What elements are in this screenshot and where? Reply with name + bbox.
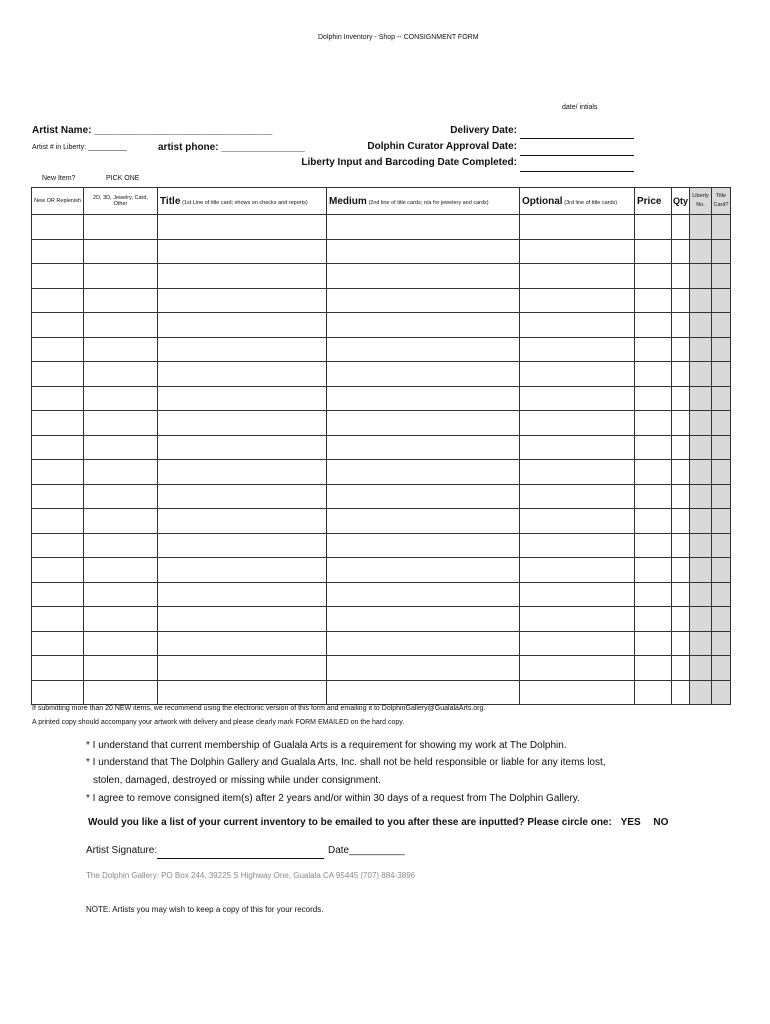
date-initials-label: date/ intials bbox=[562, 104, 598, 111]
table-cell[interactable] bbox=[690, 362, 712, 387]
table-cell[interactable] bbox=[158, 680, 327, 705]
table-cell[interactable] bbox=[690, 631, 712, 656]
table-cell[interactable] bbox=[32, 680, 84, 705]
table-cell[interactable] bbox=[84, 239, 158, 264]
table-cell[interactable] bbox=[690, 313, 712, 338]
table-cell[interactable] bbox=[84, 533, 158, 558]
table-row bbox=[32, 582, 731, 607]
table-cell[interactable] bbox=[672, 435, 690, 460]
table-cell[interactable] bbox=[520, 313, 635, 338]
inventory-table bbox=[31, 187, 731, 705]
yes-option[interactable]: YES bbox=[620, 817, 641, 828]
table-cell[interactable] bbox=[32, 411, 84, 436]
table-cell[interactable] bbox=[520, 435, 635, 460]
table-cell[interactable] bbox=[158, 411, 327, 436]
table-cell[interactable] bbox=[520, 656, 635, 681]
table-cell[interactable] bbox=[32, 337, 84, 362]
table-cell[interactable] bbox=[712, 509, 731, 534]
table-cell[interactable] bbox=[635, 215, 672, 240]
table-cell[interactable] bbox=[84, 264, 158, 289]
table-cell[interactable] bbox=[635, 631, 672, 656]
table-cell[interactable] bbox=[84, 435, 158, 460]
table-cell[interactable] bbox=[635, 656, 672, 681]
table-cell[interactable] bbox=[158, 264, 327, 289]
col-title-card-label: Title bbox=[715, 193, 727, 199]
table-cell[interactable] bbox=[158, 239, 327, 264]
table-cell[interactable] bbox=[635, 362, 672, 387]
table-cell[interactable] bbox=[672, 386, 690, 411]
table-row bbox=[32, 533, 731, 558]
table-cell[interactable] bbox=[158, 313, 327, 338]
table-cell[interactable] bbox=[327, 264, 520, 289]
table-cell[interactable] bbox=[672, 509, 690, 534]
table-cell[interactable] bbox=[327, 215, 520, 240]
liberty-input-date-field[interactable] bbox=[520, 171, 634, 172]
col-optional-label: Optional bbox=[522, 195, 563, 207]
table-row bbox=[32, 288, 731, 313]
table-cell[interactable] bbox=[327, 582, 520, 607]
table-cell[interactable] bbox=[84, 558, 158, 583]
table-cell[interactable] bbox=[635, 411, 672, 436]
gallery-address: The Dolphin Gallery: PO Box 244, 39225 S Highway One, Gualala CA 95445 (707) 884-3896 bbox=[86, 871, 416, 880]
table-cell[interactable] bbox=[327, 362, 520, 387]
table-cell[interactable] bbox=[672, 582, 690, 607]
table-cell[interactable] bbox=[672, 680, 690, 705]
table-cell[interactable] bbox=[690, 215, 712, 240]
table-cell[interactable] bbox=[158, 533, 327, 558]
table-cell[interactable] bbox=[520, 264, 635, 289]
col-title bbox=[158, 188, 327, 215]
table-cell[interactable] bbox=[158, 460, 327, 485]
table-cell[interactable] bbox=[690, 386, 712, 411]
table-cell[interactable] bbox=[32, 215, 84, 240]
table-cell[interactable] bbox=[32, 362, 84, 387]
table-row bbox=[32, 337, 731, 362]
table-cell[interactable] bbox=[520, 484, 635, 509]
table-cell[interactable] bbox=[520, 607, 635, 632]
table-cell[interactable] bbox=[635, 558, 672, 583]
agreement-liability: * I understand that The Dolphin Gallery and Gualala Arts, Inc. shall not be held responsible or liable for any items lost, bbox=[86, 757, 606, 768]
table-cell[interactable] bbox=[158, 435, 327, 460]
table-cell[interactable] bbox=[690, 680, 712, 705]
table-cell[interactable] bbox=[672, 362, 690, 387]
col-qty bbox=[672, 188, 690, 215]
question-text: Would you like a list of your current inventory to be emailed to you after these are inputted? Please circle one: bbox=[88, 817, 612, 828]
table-cell[interactable] bbox=[520, 337, 635, 362]
table-row bbox=[32, 607, 731, 632]
table-cell[interactable] bbox=[327, 631, 520, 656]
table-cell[interactable] bbox=[84, 582, 158, 607]
table-cell[interactable] bbox=[672, 484, 690, 509]
table-cell[interactable] bbox=[520, 411, 635, 436]
curator-approval-date-field[interactable] bbox=[520, 155, 634, 156]
table-cell[interactable] bbox=[690, 288, 712, 313]
table-cell[interactable] bbox=[32, 264, 84, 289]
table-cell[interactable] bbox=[158, 582, 327, 607]
table-cell[interactable] bbox=[690, 533, 712, 558]
col-price-label: Price bbox=[637, 195, 662, 207]
table-cell[interactable] bbox=[158, 656, 327, 681]
table-cell[interactable] bbox=[672, 264, 690, 289]
col-liberty-no-label: No. bbox=[696, 202, 705, 208]
table-cell[interactable] bbox=[712, 386, 731, 411]
table-cell[interactable] bbox=[32, 631, 84, 656]
table-cell[interactable] bbox=[84, 656, 158, 681]
table-cell[interactable] bbox=[84, 386, 158, 411]
table-cell[interactable] bbox=[672, 215, 690, 240]
table-cell[interactable] bbox=[520, 631, 635, 656]
table-row bbox=[32, 362, 731, 387]
col-title-note: (1st Line of title card; shows on checks and reports) bbox=[182, 199, 308, 206]
table-cell[interactable] bbox=[32, 313, 84, 338]
table-cell[interactable] bbox=[712, 215, 731, 240]
table-cell[interactable] bbox=[327, 411, 520, 436]
table-cell[interactable] bbox=[712, 362, 731, 387]
table-row bbox=[32, 509, 731, 534]
table-cell[interactable] bbox=[690, 411, 712, 436]
col-category-label: 2D, 3D, Jewelry, Card, Other bbox=[93, 195, 148, 207]
new-item-label: New Item? bbox=[42, 175, 76, 182]
table-cell[interactable] bbox=[84, 607, 158, 632]
table-cell[interactable] bbox=[712, 484, 731, 509]
table-cell[interactable] bbox=[84, 411, 158, 436]
table-cell[interactable] bbox=[158, 631, 327, 656]
col-liberty-label: Liberty bbox=[692, 193, 709, 199]
table-cell[interactable] bbox=[84, 362, 158, 387]
table-cell[interactable] bbox=[635, 484, 672, 509]
pick-one-label: PICK ONE bbox=[106, 175, 140, 182]
table-cell[interactable] bbox=[672, 607, 690, 632]
table-cell[interactable] bbox=[158, 386, 327, 411]
delivery-date-label: Delivery Date: bbox=[450, 125, 517, 136]
col-optional-note: (3rd line of title cards) bbox=[564, 199, 618, 206]
agreement-liability-continued: stolen, damaged, destroyed or missing while under consignment. bbox=[93, 775, 381, 786]
col-optional bbox=[520, 188, 635, 215]
table-cell[interactable] bbox=[158, 558, 327, 583]
table-cell[interactable] bbox=[690, 460, 712, 485]
table-cell[interactable] bbox=[158, 215, 327, 240]
agreement-removal: * I agree to remove consigned item(s) after 2 years and/or within 30 days of a request from The Dolphin Gallery. bbox=[86, 793, 580, 804]
col-new-or-replenish bbox=[32, 188, 84, 215]
table-cell[interactable] bbox=[712, 435, 731, 460]
table-cell[interactable] bbox=[84, 484, 158, 509]
table-cell[interactable] bbox=[32, 386, 84, 411]
table-cell[interactable] bbox=[327, 313, 520, 338]
table-cell[interactable] bbox=[327, 680, 520, 705]
table-cell[interactable] bbox=[32, 533, 84, 558]
table-cell[interactable] bbox=[32, 435, 84, 460]
table-cell[interactable] bbox=[84, 215, 158, 240]
table-cell[interactable] bbox=[327, 239, 520, 264]
table-cell[interactable] bbox=[712, 288, 731, 313]
note-printed-copy-line: A printed copy should accompany your artwork with delivery and please clearly mark FORM EMAILED on the hard copy. bbox=[32, 719, 405, 726]
table-cell[interactable] bbox=[712, 411, 731, 436]
table-row bbox=[32, 484, 731, 509]
table-cell[interactable] bbox=[690, 558, 712, 583]
table-cell[interactable] bbox=[635, 264, 672, 289]
table-cell[interactable] bbox=[635, 288, 672, 313]
table-cell[interactable] bbox=[690, 607, 712, 632]
table-cell[interactable] bbox=[158, 362, 327, 387]
artist-name-label: Artist Name: ________________________________ bbox=[32, 125, 273, 136]
col-category bbox=[84, 188, 158, 215]
col-qty-label: Qty bbox=[673, 196, 689, 206]
table-cell[interactable] bbox=[327, 533, 520, 558]
table-cell[interactable] bbox=[32, 484, 84, 509]
table-cell[interactable] bbox=[84, 631, 158, 656]
table-cell[interactable] bbox=[712, 533, 731, 558]
table-cell[interactable] bbox=[635, 435, 672, 460]
table-cell[interactable] bbox=[712, 337, 731, 362]
table-cell[interactable] bbox=[32, 656, 84, 681]
table-cell[interactable] bbox=[32, 607, 84, 632]
table-cell[interactable] bbox=[520, 558, 635, 583]
table-cell[interactable] bbox=[672, 631, 690, 656]
artist-liberty-number-label: Artist # in Liberty: __________ bbox=[32, 144, 127, 151]
table-cell[interactable] bbox=[32, 582, 84, 607]
artist-signature-field[interactable] bbox=[157, 858, 324, 859]
table-row bbox=[32, 411, 731, 436]
table-cell[interactable] bbox=[327, 435, 520, 460]
table-cell[interactable] bbox=[520, 680, 635, 705]
col-medium-label: Medium bbox=[329, 195, 367, 207]
table-cell[interactable] bbox=[158, 484, 327, 509]
table-cell[interactable] bbox=[672, 460, 690, 485]
table-row bbox=[32, 215, 731, 240]
col-price bbox=[635, 188, 672, 215]
table-cell[interactable] bbox=[712, 680, 731, 705]
table-cell[interactable] bbox=[84, 313, 158, 338]
table-cell[interactable] bbox=[672, 533, 690, 558]
table-cell[interactable] bbox=[327, 558, 520, 583]
table-cell[interactable] bbox=[84, 680, 158, 705]
col-title-card bbox=[712, 188, 731, 215]
table-cell[interactable] bbox=[327, 484, 520, 509]
col-title-label: Title bbox=[160, 195, 181, 207]
table-cell[interactable] bbox=[690, 264, 712, 289]
table-row bbox=[32, 239, 731, 264]
table-cell[interactable] bbox=[520, 582, 635, 607]
table-cell[interactable] bbox=[158, 337, 327, 362]
table-cell[interactable] bbox=[635, 680, 672, 705]
table-cell[interactable] bbox=[327, 337, 520, 362]
table-row bbox=[32, 680, 731, 705]
table-cell[interactable] bbox=[635, 460, 672, 485]
table-cell[interactable] bbox=[520, 460, 635, 485]
table-cell[interactable] bbox=[672, 288, 690, 313]
table-row bbox=[32, 264, 731, 289]
col-medium-note: (2nd line of title cards; n/a for jewelery and cards) bbox=[368, 199, 489, 206]
table-cell[interactable] bbox=[712, 607, 731, 632]
table-cell[interactable] bbox=[635, 386, 672, 411]
liberty-input-date-label: Liberty Input and Barcoding Date Completed: bbox=[301, 157, 517, 168]
table-header-row bbox=[32, 188, 731, 215]
table-cell[interactable] bbox=[690, 656, 712, 681]
table-row bbox=[32, 313, 731, 338]
col-new-or-replenish-label: New OR Replenish bbox=[34, 198, 81, 204]
agreement-membership: * I understand that current membership of Gualala Arts is a requirement for showing my work at The Dolphin. bbox=[86, 740, 567, 751]
table-cell[interactable] bbox=[712, 460, 731, 485]
table-cell[interactable] bbox=[712, 239, 731, 264]
table-cell[interactable] bbox=[520, 509, 635, 534]
table-cell[interactable] bbox=[690, 435, 712, 460]
table-cell[interactable] bbox=[635, 533, 672, 558]
table-row bbox=[32, 460, 731, 485]
table-cell[interactable] bbox=[672, 656, 690, 681]
table-cell[interactable] bbox=[520, 215, 635, 240]
table-cell[interactable] bbox=[712, 582, 731, 607]
artist-signature-label: Artist Signature: bbox=[86, 845, 158, 856]
records-note: NOTE: Artists you may wish to keep a copy of this for your records. bbox=[86, 905, 324, 914]
col-liberty-no bbox=[690, 188, 712, 215]
table-cell[interactable] bbox=[672, 313, 690, 338]
table-cell[interactable] bbox=[327, 509, 520, 534]
table-cell[interactable] bbox=[635, 582, 672, 607]
table-cell[interactable] bbox=[712, 656, 731, 681]
table-cell[interactable] bbox=[635, 313, 672, 338]
no-option[interactable]: NO bbox=[653, 817, 669, 828]
signature-date-label[interactable]: Date__________ bbox=[328, 845, 405, 856]
table-row bbox=[32, 435, 731, 460]
table-cell[interactable] bbox=[690, 484, 712, 509]
col-title-card-question: Card? bbox=[713, 202, 729, 208]
table-cell[interactable] bbox=[32, 460, 84, 485]
table-cell[interactable] bbox=[84, 288, 158, 313]
table-cell[interactable] bbox=[327, 656, 520, 681]
table-cell[interactable] bbox=[712, 313, 731, 338]
table-cell[interactable] bbox=[672, 558, 690, 583]
table-cell[interactable] bbox=[712, 558, 731, 583]
table-cell[interactable] bbox=[158, 288, 327, 313]
form-title: Dolphin Inventory - Shop -- CONSIGNMENT FORM bbox=[318, 34, 479, 41]
table-cell[interactable] bbox=[520, 288, 635, 313]
table-row bbox=[32, 656, 731, 681]
table-cell[interactable] bbox=[520, 362, 635, 387]
table-cell[interactable] bbox=[690, 239, 712, 264]
table-cell[interactable] bbox=[327, 460, 520, 485]
table-cell[interactable] bbox=[32, 288, 84, 313]
table-cell[interactable] bbox=[84, 337, 158, 362]
table-cell[interactable] bbox=[672, 411, 690, 436]
table-cell[interactable] bbox=[158, 509, 327, 534]
artist-phone-label: artist phone: _______________ bbox=[158, 142, 305, 153]
table-cell[interactable] bbox=[32, 558, 84, 583]
table-cell[interactable] bbox=[327, 607, 520, 632]
table-cell[interactable] bbox=[712, 631, 731, 656]
table-cell[interactable] bbox=[635, 337, 672, 362]
table-cell[interactable] bbox=[520, 533, 635, 558]
table-row bbox=[32, 386, 731, 411]
table-cell[interactable] bbox=[690, 337, 712, 362]
table-cell[interactable] bbox=[84, 509, 158, 534]
table-cell[interactable] bbox=[520, 239, 635, 264]
table-cell[interactable] bbox=[327, 288, 520, 313]
table-cell[interactable] bbox=[672, 239, 690, 264]
table-cell[interactable] bbox=[635, 607, 672, 632]
table-cell[interactable] bbox=[690, 509, 712, 534]
table-cell[interactable] bbox=[158, 607, 327, 632]
table-cell[interactable] bbox=[690, 582, 712, 607]
table-cell[interactable] bbox=[32, 509, 84, 534]
note-email-line: If submitting more than 20 NEW items, we recommend using the electronic version of this form and emailing it to DolphinGallery@GualalaArts.org. bbox=[32, 705, 486, 712]
table-cell[interactable] bbox=[672, 337, 690, 362]
table-cell[interactable] bbox=[635, 509, 672, 534]
curator-approval-date-label: Dolphin Curator Approval Date: bbox=[367, 141, 517, 152]
table-cell[interactable] bbox=[712, 264, 731, 289]
table-row bbox=[32, 631, 731, 656]
table-row bbox=[32, 558, 731, 583]
col-medium bbox=[327, 188, 520, 215]
table-cell[interactable] bbox=[635, 239, 672, 264]
table-cell[interactable] bbox=[520, 386, 635, 411]
table-cell[interactable] bbox=[32, 239, 84, 264]
delivery-date-field[interactable] bbox=[520, 138, 634, 139]
inventory-email-question bbox=[88, 817, 668, 828]
table-cell[interactable] bbox=[84, 460, 158, 485]
table-cell[interactable] bbox=[327, 386, 520, 411]
